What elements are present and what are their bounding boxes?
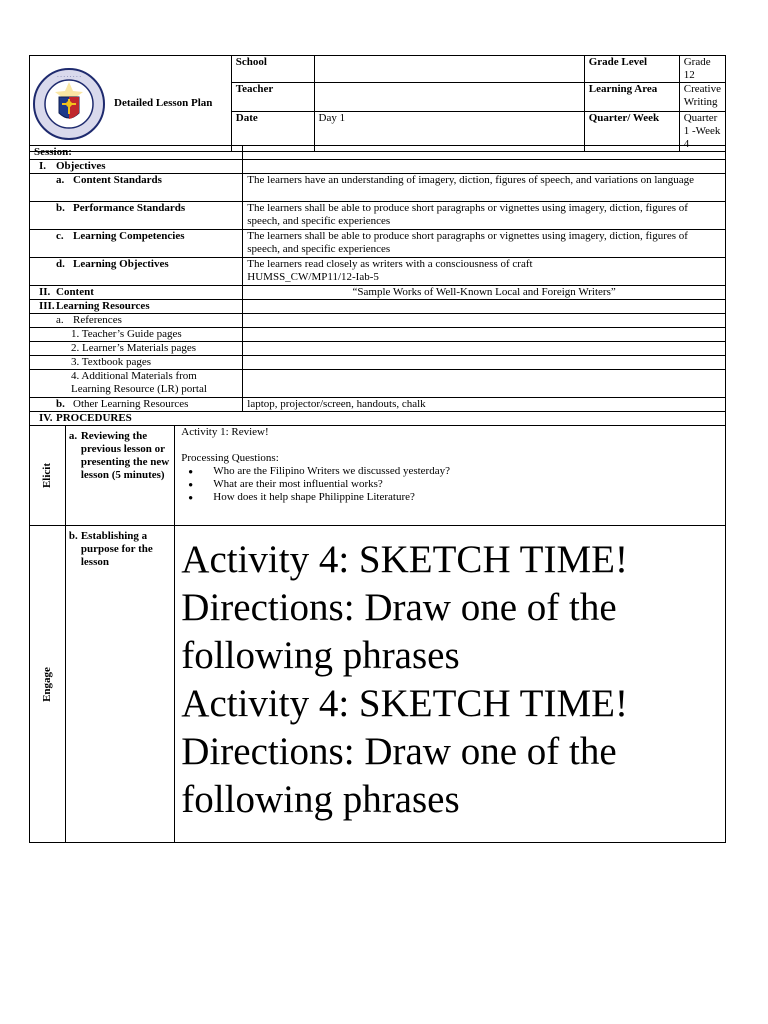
performance-standards-value: The learners shall be able to produce short paragraphs or vignettes using imagery, diction, figures of speech, and specific experiences <box>243 202 726 230</box>
header-table <box>29 55 726 152</box>
learning-resources-heading: III.Learning Resources <box>30 300 243 314</box>
teacher-value <box>314 83 584 112</box>
list-item: ● What are their most influential works? <box>213 478 719 491</box>
learning-area-label: Learning Area <box>584 83 679 112</box>
textbook-pages-row: 3. Textbook pages <box>30 356 243 370</box>
processing-questions-label: Processing Questions: <box>181 452 279 464</box>
teachers-guide-row: 1. Teacher’s Guide pages <box>30 328 243 342</box>
procedures-heading: IV. PROCEDURES <box>30 412 726 426</box>
quarter-label: Quarter/ Week <box>584 112 679 152</box>
engage-phase-label: Engage <box>30 526 66 843</box>
engage-step-label: b. Establishing a purpose for the lesson <box>65 526 174 843</box>
grade-level-label: Grade Level <box>584 56 679 83</box>
objectives-heading: I. Objectives <box>30 160 243 174</box>
seal-title-cell <box>30 56 232 152</box>
content-standards-value: The learners have an understanding of imagery, diction, figures of speech, and variations on language <box>243 174 726 202</box>
performance-standards-label: b. Performance Standards <box>30 202 243 230</box>
engage-line: Activity 4: SKETCH TIME! <box>181 538 628 581</box>
learning-competencies-value: The learners shall be able to produce short paragraphs or vignettes using imagery, diction, figures of speech, and specific experiences <box>243 230 726 258</box>
school-value <box>314 56 584 83</box>
engage-activity <box>175 526 726 843</box>
grade-level-value: Grade 12 <box>679 56 725 83</box>
content-standards-label: a. Content Standards <box>30 174 243 202</box>
other-resources-label: b. Other Learning Resources <box>30 398 243 412</box>
content-value: “Sample Works of Well-Known Local and Foreign Writers” <box>243 286 726 300</box>
elicit-activity-title: Activity 1: Review! <box>181 426 269 438</box>
session-label: Session: <box>30 146 243 160</box>
elicit-step-label: a. Reviewing the previous lesson or presenting the new lesson (5 minutes) <box>65 426 174 526</box>
learning-objectives-value: The learners read closely as writers with a consciousness of craft HUMSS_CW/MP11/12-Iab-5 <box>243 258 726 286</box>
engage-line: Activity 4: SKETCH TIME! <box>181 682 628 725</box>
list-item: ● How does it help shape Philippine Literature? <box>213 491 719 504</box>
deped-seal-icon <box>32 67 106 141</box>
learning-competencies-label: c. Learning Competencies <box>30 230 243 258</box>
document-title: Detailed Lesson Plan <box>114 97 213 109</box>
additional-materials-row: 4. Additional Materials from Learning Resource (LR) portal <box>30 370 243 398</box>
processing-questions-list <box>181 465 719 504</box>
lesson-plan-table <box>29 145 726 843</box>
learning-objectives-label: d. Learning Objectives <box>30 258 243 286</box>
elicit-activity <box>175 426 726 526</box>
engage-line: Directions: Draw one of the following phrases <box>181 730 617 821</box>
school-label: School <box>231 56 314 83</box>
teacher-label: Teacher <box>231 83 314 112</box>
date-value: Day 1 <box>314 112 584 152</box>
elicit-phase-label: Elicit <box>30 426 66 526</box>
date-label: Date <box>231 112 314 152</box>
content-heading: II. Content <box>30 286 243 300</box>
learners-materials-row: 2. Learner’s Materials pages <box>30 342 243 356</box>
svg-text:· · · · · · · ·: · · · · · · · · <box>57 73 81 80</box>
learning-area-value: Creative Writing <box>679 83 725 112</box>
engage-line: Directions: Draw one of the following phrases <box>181 586 617 677</box>
list-item: ● Who are the Filipino Writers we discussed yesterday? <box>213 465 719 478</box>
quarter-value: Quarter 1 -Week 4 <box>679 112 725 152</box>
session-value <box>243 146 726 160</box>
references-label: a. References <box>30 314 243 328</box>
other-resources-value: laptop, projector/screen, handouts, chalk <box>243 398 726 412</box>
